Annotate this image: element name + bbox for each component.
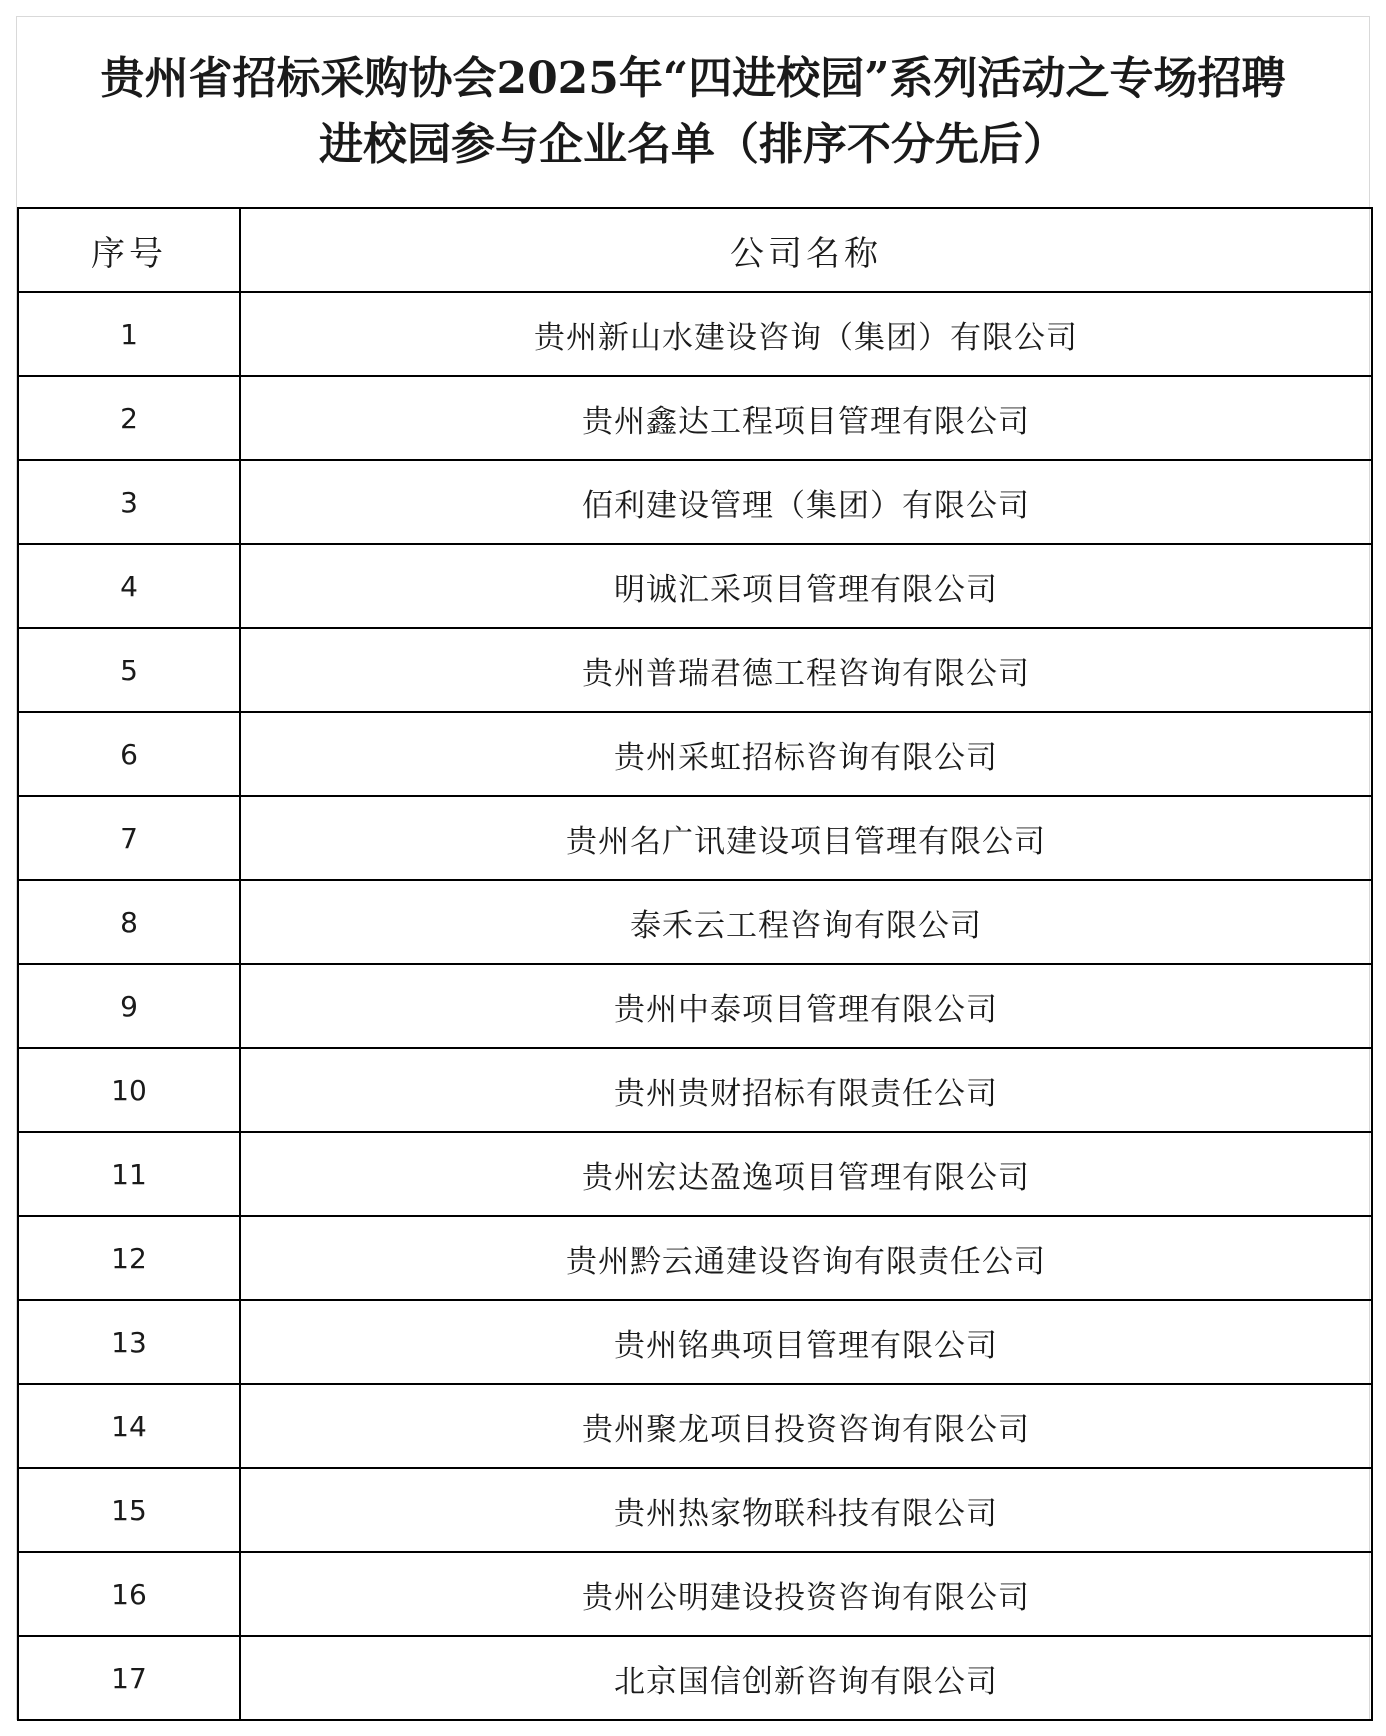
row-company-name: 贵州黔云通建设咨询有限责任公司: [240, 1216, 1372, 1300]
row-company-name: 贵州鑫达工程项目管理有限公司: [240, 376, 1372, 460]
table-row: [18, 292, 1372, 376]
row-company-name: 贵州贵财招标有限责任公司: [240, 1048, 1372, 1132]
header-company-name: 公司名称: [240, 208, 1372, 292]
row-seq: 10: [18, 1048, 240, 1132]
table-row: [18, 376, 1372, 460]
row-company-name: 北京国信创新咨询有限公司: [240, 1636, 1372, 1720]
row-seq: 1: [18, 292, 240, 376]
table-row: [18, 1048, 1372, 1132]
table-header-row: [18, 208, 1372, 292]
row-company-name: 贵州铭典项目管理有限公司: [240, 1300, 1372, 1384]
row-company-name: 贵州聚龙项目投资咨询有限公司: [240, 1384, 1372, 1468]
row-company-name: 贵州普瑞君德工程咨询有限公司: [240, 628, 1372, 712]
row-seq: 4: [18, 544, 240, 628]
row-company-name: 贵州热家物联科技有限公司: [240, 1468, 1372, 1552]
row-seq: 12: [18, 1216, 240, 1300]
table-row: [18, 628, 1372, 712]
table-row: [18, 1636, 1372, 1720]
row-company-name: 贵州名广讯建设项目管理有限公司: [240, 796, 1372, 880]
row-company-name: 贵州宏达盈逸项目管理有限公司: [240, 1132, 1372, 1216]
row-company-name: 贵州新山水建设咨询（集团）有限公司: [240, 292, 1372, 376]
row-seq: 16: [18, 1552, 240, 1636]
row-seq: 6: [18, 712, 240, 796]
row-seq: 7: [18, 796, 240, 880]
table-row: [18, 964, 1372, 1048]
row-company-name: 贵州采虹招标咨询有限公司: [240, 712, 1372, 796]
table-row: [18, 460, 1372, 544]
row-seq: 8: [18, 880, 240, 964]
row-seq: 14: [18, 1384, 240, 1468]
document-sheet: [16, 16, 1370, 1720]
table-row: [18, 1468, 1372, 1552]
row-company-name: 泰禾云工程咨询有限公司: [240, 880, 1372, 964]
row-company-name: 佰利建设管理（集团）有限公司: [240, 460, 1372, 544]
title-line-1: 贵州省招标采购协会2025年“四进校园”系列活动之专场招聘: [100, 53, 1286, 104]
table-row: [18, 1552, 1372, 1636]
table-row: [18, 1216, 1372, 1300]
row-seq: 3: [18, 460, 240, 544]
row-seq: 17: [18, 1636, 240, 1720]
table-row: [18, 796, 1372, 880]
table-row: [18, 544, 1372, 628]
row-company-name: 明诚汇采项目管理有限公司: [240, 544, 1372, 628]
row-seq: 13: [18, 1300, 240, 1384]
table-row: [18, 1132, 1372, 1216]
table-row: [18, 1300, 1372, 1384]
row-seq: 11: [18, 1132, 240, 1216]
row-seq: 5: [18, 628, 240, 712]
row-seq: 2: [18, 376, 240, 460]
document-title: [17, 17, 1369, 207]
header-seq: 序号: [18, 208, 240, 292]
table-row: [18, 1384, 1372, 1468]
row-seq: 15: [18, 1468, 240, 1552]
table-row: [18, 712, 1372, 796]
table-row: [18, 880, 1372, 964]
row-company-name: 贵州公明建设投资咨询有限公司: [240, 1552, 1372, 1636]
title-line-2: 进校园参与企业名单（排序不分先后）: [319, 119, 1067, 170]
company-table: [17, 207, 1373, 1721]
row-seq: 9: [18, 964, 240, 1048]
row-company-name: 贵州中泰项目管理有限公司: [240, 964, 1372, 1048]
